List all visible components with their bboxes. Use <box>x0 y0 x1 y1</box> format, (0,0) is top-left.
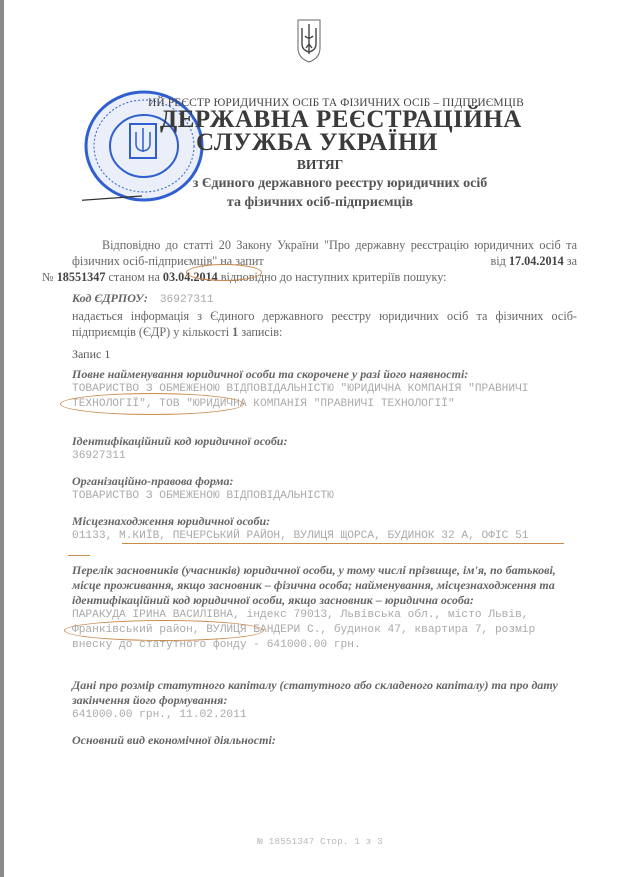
field-main-activity: Основний вид економічної діяльності: <box>72 733 276 747</box>
legal-form-value: ТОВАРИСТВО З ОБМЕЖЕНОЮ ВІДПОВІДАЛЬНІСТЮ <box>72 490 334 502</box>
field-location: Місцезнаходження юридичної особи: 01133, М.КИЇВ, ПЕЧЕРСЬКИЙ РАЙОН, ВУЛИЦЯ ЩОРСА, БУДИНОК 32 А, ОФІС 51 <box>72 514 577 544</box>
registry-header-line: ИЙ РЕЄСТР ЮРИДИЧНИХ ОСІБ ТА ФІЗИЧНИХ ОСІБ – ПІДПРИЄМЦІВ <box>148 97 524 109</box>
location-value: 01133, М.КИЇВ, ПЕЧЕРСЬКИЙ РАЙОН, ВУЛИЦЯ ЩОРСА, БУДИНОК 32 А, ОФІС 51 <box>72 530 529 542</box>
founders-value: ПАРАКУДА ІРИНА ВАСИЛІВНА, індекс 79013, Львівська обл., місто Львів, Франківський район, ВУЛИЦЯ БАНДЕРИ С., будинок 47, квартира 7, розмір внеску до статутного фонду - 641000.00 грн. <box>72 609 536 651</box>
page-number: № 18551347 Стор. 1 з 3 <box>257 836 383 847</box>
request-date: 17.04.2014 <box>508 254 564 268</box>
document-subtitle-line1: з Єдиного державного реєстру юридичних осіб <box>192 176 488 191</box>
intro-text: Відповідно до статті 20 Закону України "Про державну реєстрацію юридичних осіб та фізичних осіб-підприємців" на запит <box>72 238 577 268</box>
tryzub-icon <box>296 18 322 64</box>
document-subtitle-line2: та фізичних осіб-підприємців <box>226 195 414 210</box>
field-founders: Перелік засновників (учасників) юридичної особи, у тому числі прізвище, ім'я, по батькові, місце проживання, якщо засновник – фізична особа; найменування, місцезнаходження та ідентифікаційний код юридичної особи, якщо засновник – юридична особа: ПАРАКУДА ІРИНА ВАСИЛІВНА, індекс 79013, Львівська обл., місто Львів, Франківський район, ВУЛИЦЯ БАНДЕРИ С., будинок 47, квартира 7, розмір внеску до статутного фонду - 641000.00 грн. <box>72 563 577 653</box>
edrpou-label: Код ЄДРПОУ: <box>72 291 148 305</box>
field-capital: Дані про розмір статутного капіталу (статутного або складеного капіталу) та про дату закінчення його формування: 641000.00 грн., 11.02.2011 <box>72 678 577 723</box>
annotation-oval-company-name <box>60 393 244 415</box>
field-legal-form: Організаційно-правова форма: ТОВАРИСТВО З ОБМЕЖЕНОЮ ВІДПОВІДАЛЬНІСТЮ <box>72 474 577 504</box>
agency-title-line1: ДЕРЖАВНА РЕЄСТРАЦІЙНА <box>160 106 522 133</box>
annotation-underline-address <box>122 543 564 544</box>
request-date-group: від 17.04.2014 за <box>490 254 577 268</box>
agency-title-line2: СЛУЖБА УКРАЇНИ <box>196 129 438 156</box>
annotation-oval-founder-name <box>64 620 264 641</box>
records-count: 1 <box>232 325 239 339</box>
annotation-oval-date <box>186 264 262 281</box>
capital-value: 641000.00 грн., 11.02.2011 <box>72 709 247 721</box>
field-identification-code: Ідентифікаційний код юридичної особи: 36927311 <box>72 434 577 464</box>
field-full-name: Повне найменування юридичної особи та скорочене у разі його наявності: ТОВАРИСТВО З ОБМЕЖЕНОЮ ВІДПОВІДАЛЬНІСТЮ "ЮРИДИЧНА КОМПАНІЯ "ПРАВНИЧІ ТЕХНОЛОГІЇ", ТОВ "ЮРИДИЧНА КОМПАНІЯ "ПРАВНИЧІ ТЕХНОЛОГІЇ" <box>72 367 577 412</box>
as-of-date: 03.04.2014 <box>162 270 218 284</box>
record-title: Запис 1 <box>72 347 111 361</box>
intro-paragraph: Відповідно до статті 20 Закону України "Про державну реєстрацію юридичних осіб та фізичних осіб-підприємців" на запит від 17.04.2014 за № 18551347 станом на 03.04.2014 відповідно до наступних критеріїв пошуку: <box>42 238 577 284</box>
page-footer <box>0 831 640 849</box>
annotation-underline-office <box>68 555 90 556</box>
identification-code-value: 36927311 <box>72 450 126 462</box>
edrpou-value: 36927311 <box>159 294 214 306</box>
page-left-edge <box>0 0 4 877</box>
full-name-value: ТОВАРИСТВО З ОБМЕЖЕНОЮ ВІДПОВІДАЛЬНІСТЮ "ЮРИДИЧНА КОМПАНІЯ "ПРАВНИЧІ ТЕХНОЛОГІЇ", ТОВ "ЮРИДИЧНА КОМПАНІЯ "ПРАВНИЧІ ТЕХНОЛОГІЇ" <box>72 383 529 410</box>
edrpou-row <box>72 290 577 308</box>
request-number: 18551347 <box>56 270 106 284</box>
document-type: ВИТЯГ <box>296 157 344 172</box>
info-paragraph: надається інформація з Єдиного державного реєстру юридичних осіб та фізичних осіб-підприємців (ЄДР) у кількості 1 записів: <box>72 309 577 339</box>
